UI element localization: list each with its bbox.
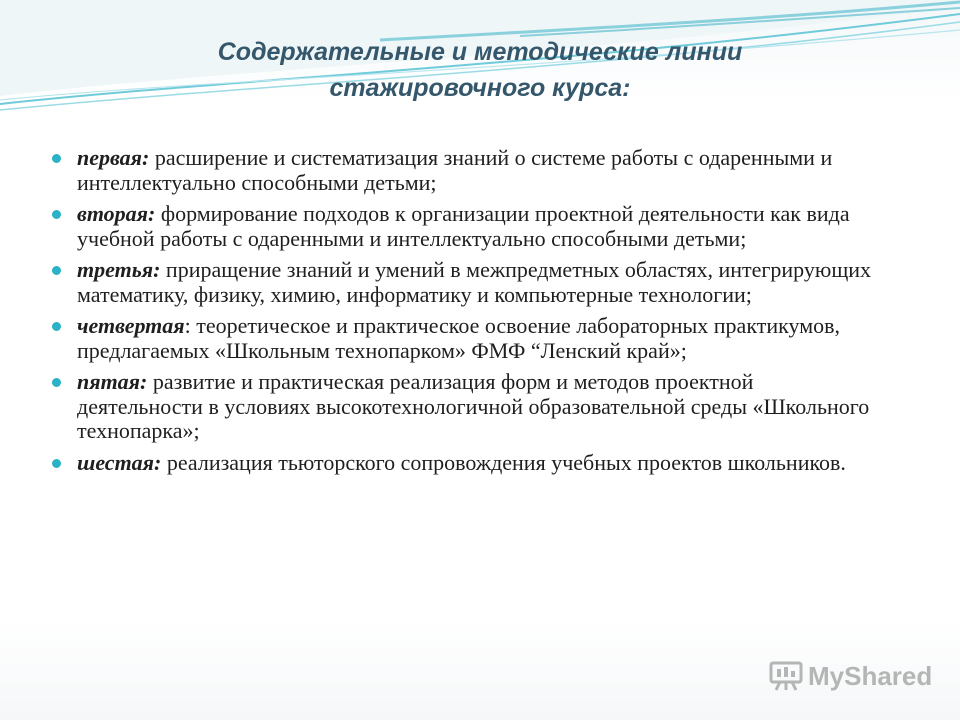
item-term: шестая: — [77, 449, 162, 475]
item-text: формирование подходов к организации проектной деятельности как вида учебной работы с одаренными и интеллектуально способными детьми; — [77, 201, 850, 251]
list-item — [46, 451, 876, 476]
item-term: третья: — [77, 257, 161, 282]
presentation-board-icon — [768, 660, 804, 692]
bullet-icon — [52, 266, 61, 275]
list-item — [46, 314, 876, 363]
bullet-icon — [52, 459, 61, 468]
list-item — [46, 202, 876, 251]
list-item — [46, 146, 876, 195]
bullet-icon — [52, 154, 61, 163]
item-term: первая: — [77, 145, 150, 170]
title-line-1: Содержательные и методические линии — [217, 38, 743, 66]
content-list — [46, 146, 876, 482]
list-item — [46, 258, 876, 307]
bullet-icon — [52, 378, 61, 387]
title-line-2: стажировочного курса: — [329, 74, 631, 102]
bullet-icon — [52, 210, 61, 219]
item-term: пятая: — [77, 369, 148, 394]
item-text: реализация тьюторского сопровождения учебных проектов школьников. — [161, 449, 846, 475]
slide-title — [60, 34, 900, 106]
watermark-text: MyShared — [808, 660, 933, 691]
item-term: четвертая — [77, 313, 185, 338]
list-item — [46, 370, 876, 444]
item-term: вторая: — [77, 201, 156, 226]
item-separator: : — [184, 313, 191, 338]
item-text: расширение и систематизация знаний о системе работы с одаренными и интеллектуально способными детьми; — [77, 145, 833, 195]
item-text: теоретическое и практическое освоение лабораторных практикумов, предлагаемых «Школьным технопарком» ФМФ “Ленский край»; — [77, 313, 840, 363]
item-text: развитие и практическая реализация форм и методов проектной деятельности в условиях высокотехнологичной образовательной среды «Школьного технопарка»; — [77, 369, 870, 443]
item-text: приращение знаний и умений в межпредметных областях, интегрирующих математику, физику, химию, информатику и компьютерные технологии; — [77, 257, 872, 307]
watermark-logo — [768, 659, 932, 693]
bullet-icon — [52, 322, 61, 331]
